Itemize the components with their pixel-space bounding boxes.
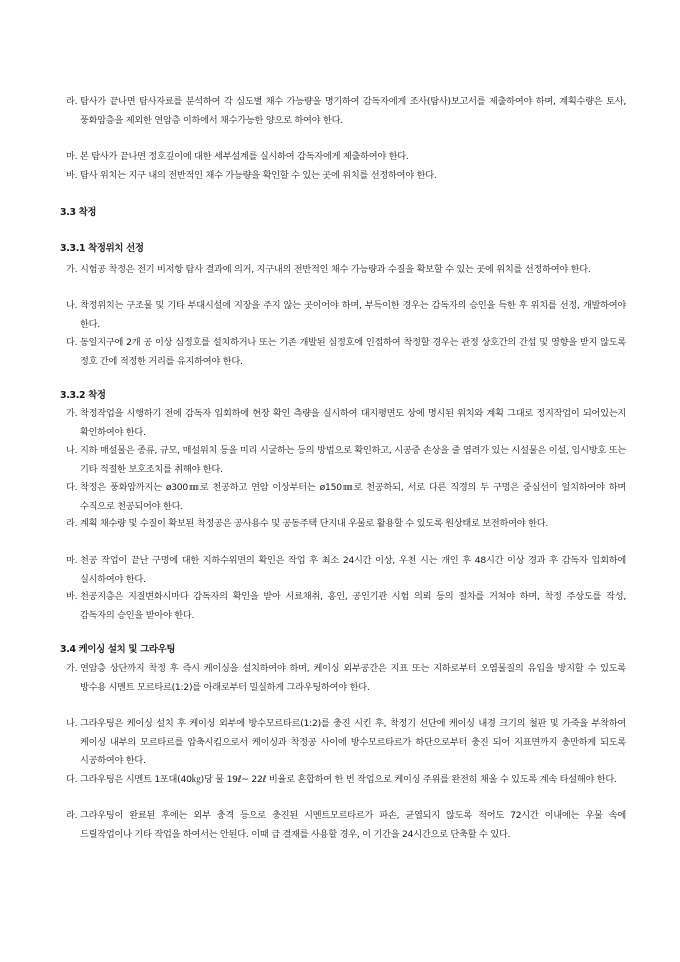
list-text: 계획 채수량 및 수질이 확보된 착정공은 공사용수 및 공동주택 단지내 우물로 활용할 수 있도록 원상태로 보전하여야 한다. [80,518,549,529]
list-item [66,93,626,130]
list-marker: 마. [66,555,78,566]
list-item [66,515,626,534]
section-heading-3-4: 3.4 케이싱 설치 및 그라우팅 [60,644,176,655]
list-item [66,297,626,334]
list-text: 그라우팅은 케이싱 설치 후 케이싱 외부에 방수모르타르(1:2)를 충진 시킨 후, 착정기 선단에 케이싱 내경 크기의 철판 및 가죽을 부착하여 케이싱 내부의 모르타르를 압축시킴으로서 케이싱과 착정공 사이에 방수모르타르가 하단으로부터 충진 되어 지표면까지 충만하게 되도록 시공하여야 한다. [80,718,626,766]
list-text: 본 탐사가 끝나면 정호깊이에 대한 세부설계를 실시하여 감독자에게 제출하여야 한다. [80,151,409,162]
list-marker: 다. [66,337,78,348]
list-item [66,807,626,844]
list-text: 착정은 풍화암까지는 ø300㎜로 천공하고 연암 이상부터는 ø150㎜로 천공하되, 서로 다른 직경의 두 구멍은 중심선이 일치하여야 하며 수직으로 천공되어야 한다. [80,482,626,512]
section-heading-3-3-2: 3.3.2 착정 [60,390,106,401]
section-heading-3-3-1: 3.3.1 착정위치 선정 [60,243,144,254]
list-marker: 라. [66,96,78,107]
section-heading-3-3: 3.3 착정 [60,207,97,218]
list-marker: 나. [66,445,78,456]
list-marker: 바. [66,591,78,602]
list-text: 그라우팅은 시멘트 1포대(40㎏)당 물 19ℓ~ 22ℓ 비율로 혼합하여 한 번 작업으로 케이싱 주위를 완전히 채울 수 있도록 계속 타설해야 한다. [80,774,617,785]
list-item [66,715,626,771]
list-text: 시험공 착정은 전기 비저항 탐사 결과에 의거, 지구내의 전반적인 채수 가능량과 수질을 확보할 수 있는 곳에 위치를 선정하여야 한다. [80,264,591,275]
list-item [66,405,626,442]
list-item [66,771,626,790]
list-marker: 가. [66,663,78,674]
list-marker: 나. [66,300,78,311]
list-item [66,660,626,697]
list-item [66,261,626,280]
list-item [66,442,626,479]
list-marker: 다. [66,774,78,785]
list-marker: 나. [66,718,78,729]
list-item [66,167,626,186]
list-marker: 라. [66,810,78,821]
list-text: 지하 매설물은 종류, 규모, 매설위치 등을 미리 시굴하는 등의 방법으로 확인하고, 시공중 손상을 줄 염려가 있는 시설물은 이설, 임시방호 또는 기타 적절한 보호조치를 취해야 한다. [80,445,626,475]
list-marker: 마. [66,151,78,162]
list-marker: 바. [66,170,78,181]
list-item [66,588,626,625]
list-text: 천공 작업이 끝난 구멍에 대한 지하수위면의 확인은 작업 후 최소 24시간 이상, 우천 시는 개인 후 48시간 이상 경과 후 감독자 입회하에 실시하여야 한다. [80,555,626,585]
list-marker: 다. [66,482,78,493]
list-marker: 라. [66,518,78,529]
list-item [66,334,626,371]
list-item [66,552,626,589]
list-item [66,479,626,516]
list-marker: 가. [66,264,78,275]
list-text: 동일지구에 2개 공 이상 심정호를 설치하거나 또는 기존 개발된 심정호에 인접하여 착정할 경우는 관정 상호간의 간섭 및 영향을 받지 않도록 정호 간에 적정한 거리를 유지하여야 한다. [80,337,626,367]
list-text: 연암층 상단까지 착정 후 즉시 케이싱을 설치하여야 하며, 케이싱 외부공간은 지표 또는 지하로부터 오염물질의 유입을 방지할 수 있도록 방수용 시멘트 모르타르(1:2)를 아래로부터 밀실하게 그라우팅하여야 한다. [80,663,626,693]
list-text: 그라우팅이 완료된 후에는 외부 충격 등으로 충진된 시멘트모르타르가 파손, 균열되지 않도록 적어도 72시간 이내에는 우물 속에 드릴작업이나 기타 작업을 하여서는 안된다. 이때 급 결재를 사용할 경우, 이 기간을 24시간으로 단축할 수 있다. [80,810,626,840]
list-item [66,148,626,167]
list-marker: 가. [66,408,78,419]
list-text: 천공지층은 지질변화시마다 감독자의 확인을 받아 시료채취, 홍인, 공인기관 시험 의뢰 등의 절차를 거쳐야 하며, 착정 주상도를 작성, 감독자의 승인을 받아야 한다. [80,591,626,621]
list-text: 탐사 위치는 지구 내의 전반적인 채수 가능량을 확인할 수 있는 곳에 위치를 선정하여야 한다. [80,170,437,181]
list-text: 착정위치는 구조물 및 기타 부대시설에 지장을 주지 않는 곳이어야 하며, 부득이한 경우는 감독자의 승인을 득한 후 위치를 선정, 개발하여야 한다. [80,300,626,330]
list-text: 탐사가 끝나면 탐사자료를 분석하여 각 심도별 채수 가능량을 명기하여 감독자에게 조사(탐사)보고서를 제출하여야 하며, 계획수량은 토사, 풍화암층을 제외한 연암층 이하에서 채수가능한 양으로 하여야 한다. [80,96,626,126]
list-text: 착정작업을 시행하기 전에 감독자 입회하에 현장 확인 측량을 실시하여 대지평면도 상에 명시된 위치와 계획 그대로 정지작업이 되어있는지 확인하여야 한다. [80,408,626,438]
